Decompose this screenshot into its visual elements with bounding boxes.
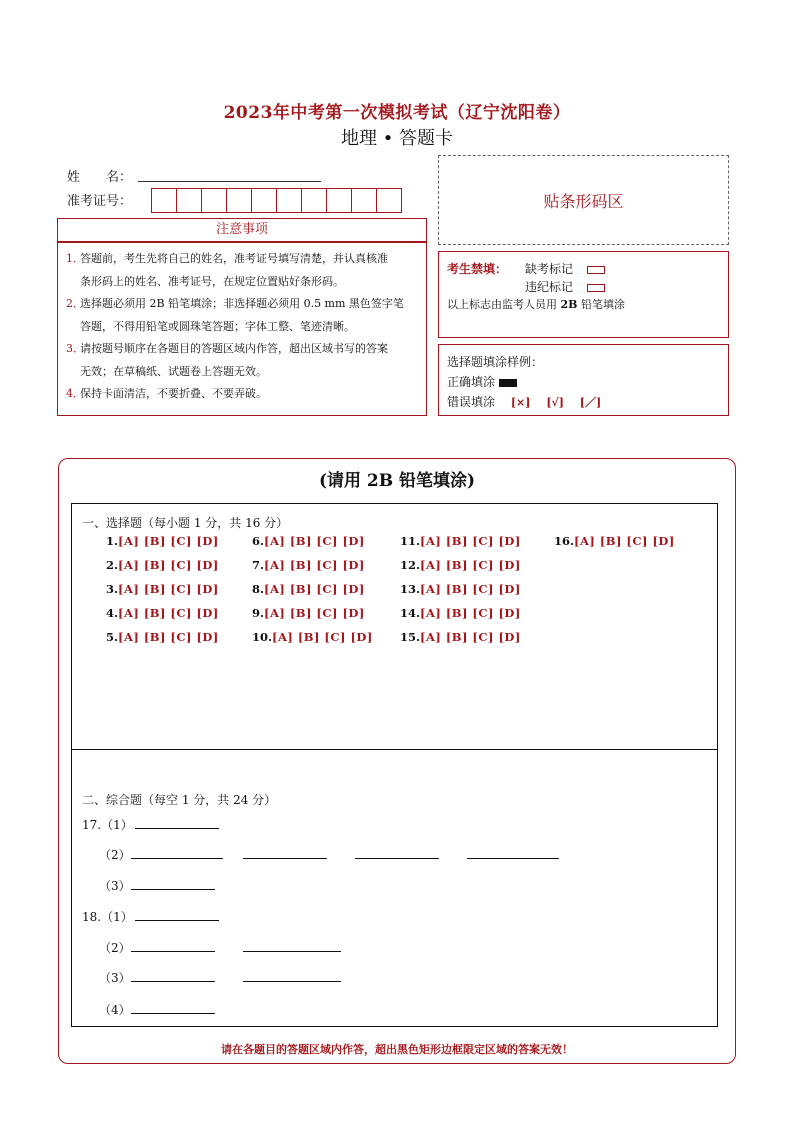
mc-question bbox=[106, 582, 219, 596]
answer-blank[interactable] bbox=[131, 951, 215, 952]
mc-options[interactable]: [A] [B] [C] [D] bbox=[264, 606, 365, 620]
mc-question-number: 14. bbox=[400, 606, 421, 620]
wrong-label: 错误填涂 bbox=[447, 395, 496, 409]
absent-mark[interactable] bbox=[587, 266, 605, 274]
mc-question bbox=[252, 606, 365, 620]
violation-row bbox=[525, 278, 605, 295]
mc-options[interactable]: [A] [B] [C] [D] bbox=[420, 606, 521, 620]
mc-question bbox=[554, 534, 675, 548]
mc-question bbox=[400, 606, 521, 620]
correct-row bbox=[447, 372, 720, 392]
sample-title: 选择题填涂样例： bbox=[447, 355, 544, 369]
answer-blank[interactable] bbox=[131, 889, 215, 890]
id-cell[interactable] bbox=[326, 188, 352, 213]
notice-heading: 注意事项 bbox=[57, 218, 427, 242]
id-cell[interactable] bbox=[351, 188, 377, 213]
id-number-boxes bbox=[151, 188, 401, 213]
notice-num: 2． bbox=[66, 297, 84, 310]
mc-question bbox=[400, 630, 521, 644]
wrong-mark-cross: [×] bbox=[510, 396, 531, 409]
q18-3-label: （3） bbox=[99, 971, 131, 985]
footer-warning: 请在各题目的答题区域内作答，超出黑色矩形边框限定区域的答案无效！ bbox=[221, 1043, 573, 1056]
mc-question-number: 4. bbox=[106, 606, 119, 620]
notice-item-cont bbox=[66, 361, 418, 384]
mc-question bbox=[106, 534, 219, 548]
mc-question-number: 9. bbox=[252, 606, 265, 620]
id-cell[interactable] bbox=[176, 188, 202, 213]
answer-blank[interactable] bbox=[131, 858, 223, 859]
mc-question-number: 16. bbox=[554, 534, 575, 548]
mc-question-number: 13. bbox=[400, 582, 421, 596]
mc-options[interactable]: [A] [B] [C] [D] bbox=[272, 630, 373, 644]
q18-1-label: 18.（1） bbox=[82, 910, 133, 924]
answer-blank[interactable] bbox=[135, 920, 219, 921]
pencil-instruction: (请用 2B 铅笔填涂) bbox=[318, 471, 476, 491]
mc-options[interactable]: [A] [B] [C] [D] bbox=[420, 558, 521, 572]
section2-heading: 二、综合题（每空 1 分，共 24 分） bbox=[82, 793, 277, 807]
multiple-choice-section bbox=[71, 503, 718, 750]
answer-blank[interactable] bbox=[467, 858, 559, 859]
examiner-box bbox=[438, 251, 729, 338]
violation-mark[interactable] bbox=[587, 284, 605, 292]
violation-label: 违纪标记 bbox=[525, 280, 574, 294]
answer-blank[interactable] bbox=[243, 858, 327, 859]
notice-box bbox=[57, 242, 427, 416]
section1-heading: 一、选择题（每小题 1 分，共 16 分） bbox=[82, 516, 289, 530]
wrong-mark-check: [√] bbox=[546, 396, 564, 409]
mc-question-number: 1. bbox=[106, 534, 119, 548]
mc-options[interactable]: [A] [B] [C] [D] bbox=[264, 582, 365, 596]
notice-item bbox=[66, 338, 418, 361]
id-cell[interactable] bbox=[276, 188, 302, 213]
mc-options[interactable]: [A] [B] [C] [D] bbox=[420, 534, 521, 548]
mc-question-number: 10. bbox=[252, 630, 273, 644]
mc-question bbox=[106, 630, 219, 644]
barcode-label: 贴条形码区 bbox=[543, 191, 624, 211]
notice-num: 3． bbox=[66, 342, 84, 355]
correct-label: 正确填涂 bbox=[447, 375, 496, 389]
mc-options[interactable]: [A] [B] [C] [D] bbox=[118, 630, 219, 644]
ban-note-pre: 以上标志由监考人员用 bbox=[447, 298, 557, 311]
notice-item bbox=[66, 248, 418, 271]
notice-num: 1． bbox=[66, 252, 84, 265]
mc-question-number: 12. bbox=[400, 558, 421, 572]
wrong-mark-slash: [／] bbox=[579, 396, 602, 409]
mc-question bbox=[106, 558, 219, 572]
notice-text: 请按题号顺序在各题目的答题区域内作答，超出区域书写的答案 bbox=[80, 342, 388, 355]
ban-note-post: 铅笔填涂 bbox=[580, 298, 625, 311]
mc-options[interactable]: [A] [B] [C] [D] bbox=[118, 534, 219, 548]
id-cell[interactable] bbox=[376, 188, 402, 213]
answer-blank[interactable] bbox=[355, 858, 439, 859]
q17-2-label: （2） bbox=[99, 848, 131, 862]
comprehensive-section bbox=[71, 749, 718, 1027]
mc-options[interactable]: [A] [B] [C] [D] bbox=[118, 558, 219, 572]
id-cell[interactable] bbox=[251, 188, 277, 213]
mc-question-number: 7. bbox=[252, 558, 265, 572]
absent-row bbox=[525, 260, 605, 277]
answer-blank[interactable] bbox=[135, 828, 219, 829]
card-subtitle: 地理 • 答题卡 bbox=[340, 128, 454, 149]
id-cell[interactable] bbox=[201, 188, 227, 213]
fill-sample-box bbox=[438, 344, 729, 416]
mc-question-number: 3. bbox=[106, 582, 119, 596]
name-field[interactable] bbox=[138, 181, 321, 182]
mc-question-number: 15. bbox=[400, 630, 421, 644]
notice-text: 选择题必须用 2B 铅笔填涂；非选择题必须用 0.5 mm 黑色签字笔 bbox=[80, 297, 404, 310]
notice-text: 条形码上的姓名、准考证号，在规定位置贴好条形码。 bbox=[80, 274, 344, 288]
mc-question bbox=[252, 582, 365, 596]
mc-options[interactable]: [A] [B] [C] [D] bbox=[118, 582, 219, 596]
notice-text: 保持卡面清洁，不要折叠、不要弄破。 bbox=[80, 387, 267, 400]
mc-question bbox=[252, 630, 373, 644]
id-label: 准考证号： bbox=[67, 194, 133, 209]
notice-num: 4． bbox=[66, 387, 84, 400]
mc-question bbox=[400, 582, 521, 596]
mc-options[interactable]: [A] [B] [C] [D] bbox=[264, 534, 365, 548]
q18-2-label: （2） bbox=[99, 941, 131, 955]
notice-item bbox=[66, 383, 418, 406]
mc-question-number: 8. bbox=[252, 582, 265, 596]
mc-question-number: 11. bbox=[400, 534, 421, 548]
mc-options[interactable]: [A] [B] [C] [D] bbox=[420, 630, 521, 644]
q17-3-label: （3） bbox=[99, 879, 131, 893]
notice-text: 无效；在草稿纸、试题卷上答题无效。 bbox=[80, 364, 267, 378]
ban-note bbox=[447, 296, 625, 312]
answer-blank[interactable] bbox=[243, 981, 341, 982]
answer-blank[interactable] bbox=[243, 951, 341, 952]
mc-options[interactable]: [A] [B] [C] [D] bbox=[574, 534, 675, 548]
mc-options[interactable]: [A] [B] [C] [D] bbox=[118, 606, 219, 620]
mc-question-number: 5. bbox=[106, 630, 119, 644]
name-label: 姓 名： bbox=[67, 170, 133, 185]
notice-item bbox=[66, 293, 418, 316]
notice-text: 答题，不得用铅笔或圆珠笔答题；字体工整、笔迹清晰。 bbox=[80, 319, 355, 333]
mc-options[interactable]: [A] [B] [C] [D] bbox=[264, 558, 365, 572]
answer-blank[interactable] bbox=[131, 1013, 215, 1014]
mc-question-number: 2. bbox=[106, 558, 119, 572]
mc-question-number: 6. bbox=[252, 534, 265, 548]
ban-label: 考生禁填： bbox=[447, 262, 508, 276]
mc-question bbox=[400, 534, 521, 548]
mc-question bbox=[106, 606, 219, 620]
mc-question bbox=[400, 558, 521, 572]
mc-options[interactable]: [A] [B] [C] [D] bbox=[420, 582, 521, 596]
mc-question bbox=[252, 534, 365, 548]
id-cell[interactable] bbox=[226, 188, 252, 213]
notice-item-cont bbox=[66, 271, 418, 294]
barcode-area bbox=[438, 155, 729, 245]
filled-mark-icon bbox=[499, 379, 517, 387]
notice-text: 答题前，考生先将自己的姓名，准考证号填写清楚，并认真核准 bbox=[80, 252, 388, 265]
absent-label: 缺考标记 bbox=[525, 262, 574, 276]
id-cell[interactable] bbox=[151, 188, 177, 213]
ban-note-bold: 2B bbox=[560, 298, 578, 311]
mc-question bbox=[252, 558, 365, 572]
card-title: 2023年中考第一次模拟考试（辽宁沈阳卷） bbox=[223, 103, 571, 123]
q18-4-label: （4） bbox=[99, 1003, 131, 1017]
wrong-row bbox=[447, 392, 720, 413]
notice-item-cont bbox=[66, 316, 418, 339]
q17-1-label: 17.（1） bbox=[82, 818, 133, 832]
id-cell[interactable] bbox=[301, 188, 327, 213]
answer-blank[interactable] bbox=[131, 981, 215, 982]
